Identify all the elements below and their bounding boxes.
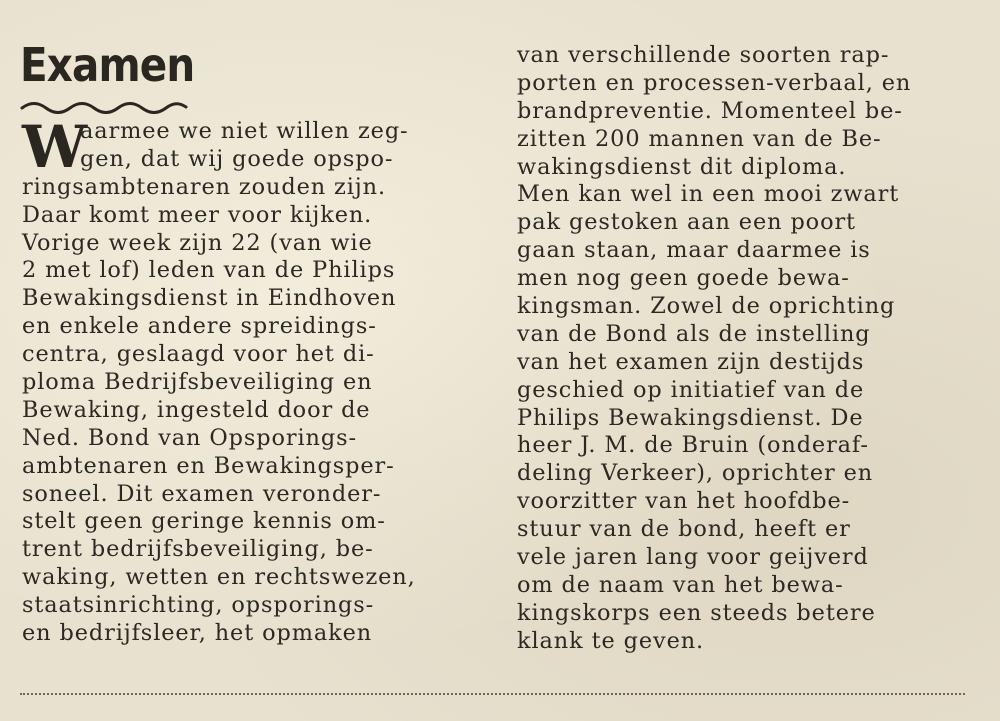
text-line: aarmee we niet willen zeg- (80, 118, 409, 144)
text-line: 2 met lof) leden van de Philips (22, 257, 396, 284)
text-line: vele jaren lang voor geijverd (517, 544, 869, 571)
text-line: waking, wetten en rechtswezen, (22, 564, 416, 591)
text-line: trent bedrijfsbeveiliging, be- (22, 536, 374, 563)
text-line: om de naam van het bewa- (517, 571, 844, 598)
text-line: wakingsdienst dit diploma. (517, 153, 847, 180)
dotted-divider (20, 693, 965, 695)
text-line: van het examen zijn destijds (517, 348, 865, 375)
text-line: stuur van de bond, heeft er (517, 516, 851, 543)
text-line: Philips Bewakingsdienst. De (517, 404, 864, 431)
text-line: van verschillende soorten rap- (517, 42, 890, 68)
text-line: Vorige week zijn 22 (van wie (22, 229, 373, 256)
text-line: brandpreventie. Momenteel be- (517, 97, 903, 124)
text-line: zitten 200 mannen van de Be- (517, 125, 882, 152)
text-line: Daar komt meer voor kijken. (22, 201, 373, 228)
text-line: gaan staan, maar daarmee is (517, 237, 871, 264)
text-line: Ned. Bond van Opsporings- (22, 424, 357, 451)
text-line: Bewakingsdienst in Eindhoven (22, 285, 397, 312)
text-line: centra, geslaagd voor het di- (22, 341, 375, 368)
text-line: Men kan wel in een mooi zwart (517, 181, 900, 208)
text-line: gen, dat wij goede opspo- (80, 145, 394, 172)
text-line: deling Verkeer), oprichter en (517, 460, 874, 487)
text-line: geschied op initiatief van de (517, 376, 865, 403)
text-line: men nog geen goede bewa- (517, 265, 850, 292)
drop-cap: W (22, 113, 88, 181)
text-line: klank te geven. (517, 627, 705, 654)
text-line: staatsinrichting, opsporings- (22, 592, 375, 619)
text-line: stelt geen geringe kennis om- (22, 508, 386, 535)
text-line: ringsambtenaren zouden zijn. (22, 173, 386, 200)
text-line: van de Bond als de instelling (517, 320, 871, 347)
headline-ornament (20, 100, 188, 114)
text-line: ambtenaren en Bewakingsper- (22, 452, 395, 479)
text-line: kingskorps een steeds betere (517, 599, 876, 626)
text-line: soneel. Dit examen veronder- (22, 480, 382, 507)
text-line: voorzitter van het hoofdbe- (517, 488, 851, 515)
text-line: heer J. M. de Bruin (onderaf- (517, 432, 869, 459)
text-line: pak gestoken aan een poort (517, 209, 856, 236)
text-line: ploma Bedrijfsbeveiliging en (22, 369, 373, 396)
text-line: porten en processen-verbaal, en (517, 69, 912, 96)
text-line: Bewaking, ingesteld door de (22, 396, 371, 423)
text-line: kingsman. Zowel de oprichting (517, 293, 896, 320)
article-headline: Examen (20, 38, 195, 92)
article-column-left (22, 113, 470, 648)
text-line: en bedrijfsleer, het opmaken (22, 620, 373, 647)
article-column-right (517, 42, 965, 656)
text-line: en enkele andere spreidings- (22, 313, 377, 340)
